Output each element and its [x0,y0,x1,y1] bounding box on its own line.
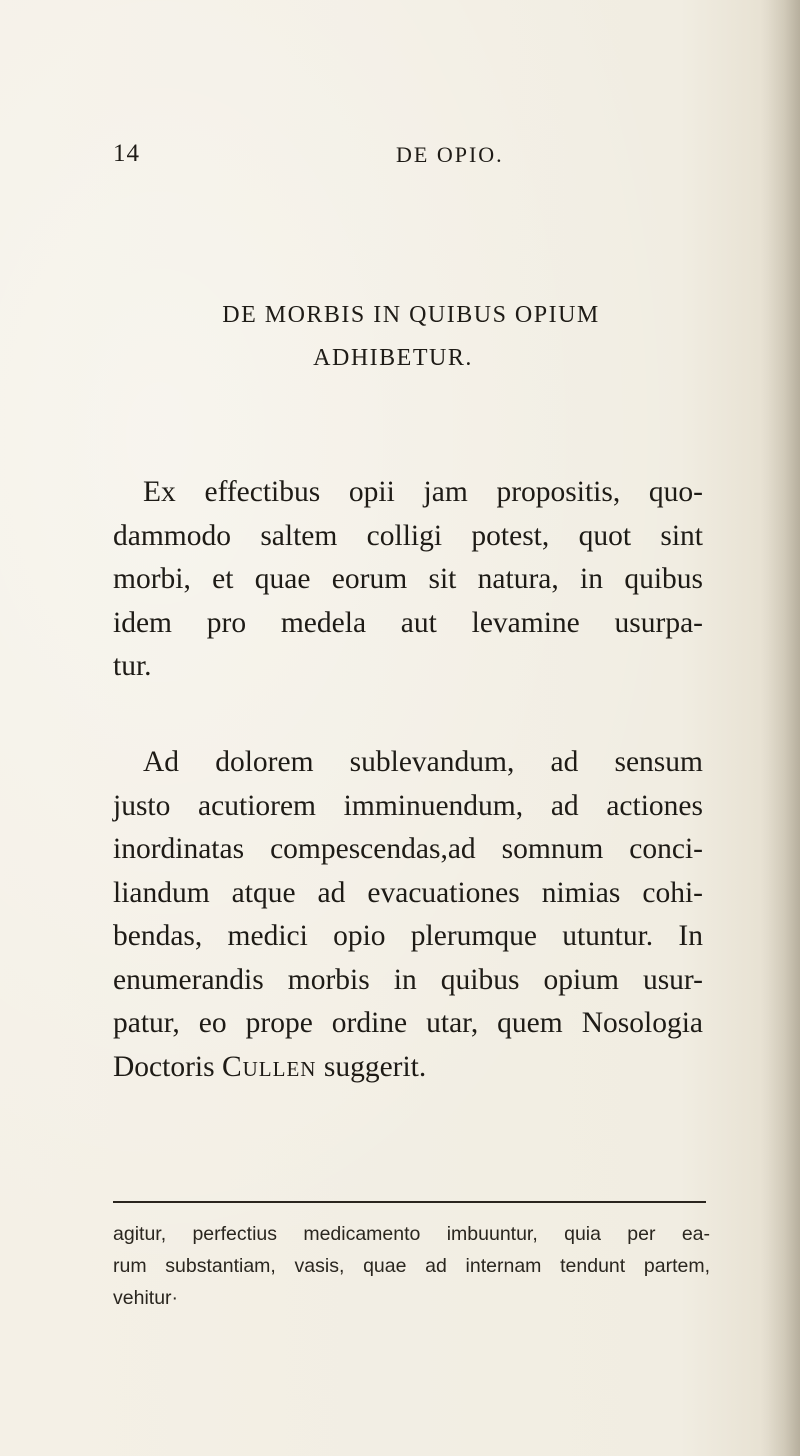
last-line-suffix: suggerit. [316,1050,427,1083]
footnote-line: vehitur· [113,1287,179,1309]
section-title [0,302,800,372]
text-line: justo acutiorem imminuendum, ad actiones [113,789,703,822]
last-line-prefix: Doctoris [113,1050,222,1083]
footnote-rule [113,1201,706,1203]
footnote-line: agitur, perfectius medicamento imbuuntur, quia per ea- [113,1223,710,1245]
author-name: Cullen [221,1050,317,1083]
footnote-line: rum substantiam, vasis, quae ad internam tendunt partem, [113,1255,710,1277]
text-line: inordinatas compescendas,ad somnum conci- [113,833,703,865]
text-line-last [113,1046,703,1090]
section-title-line-2: ADHIBETUR. [313,345,473,371]
text-line: Ad dolorem sublevandum, ad sensum [143,746,703,778]
text-line: patur, eo prope ordine utar, quem Nosologia [113,1007,703,1039]
page-number: 14 [113,140,140,167]
paragraph-1 [113,471,703,689]
text-line: dammodo saltem colligi potest, quot sint [113,519,703,552]
page-edge-shadow [760,0,800,1456]
footnote [113,1218,710,1314]
paragraph-2 [113,741,703,1089]
text-line: morbi, et quae eorum sit natura, in quibus [113,563,703,595]
text-line: enumerandis morbis in quibus opium usur- [113,963,703,996]
text-line: idem pro medela aut levamine usurpa- [113,606,703,639]
text-line: liandum atque ad evacuationes nimias cohi- [113,876,703,909]
section-title-line-1: DE MORBIS IN QUIBUS OPIUM [222,302,600,328]
text-line: Ex effectibus opii jam propositis, quo- [143,476,703,508]
running-head [113,140,713,180]
running-title: DE OPIO. [396,142,504,167]
text-line: tur. [113,650,152,682]
text-line: bendas, medici opio plerumque utuntur. In [113,920,703,952]
